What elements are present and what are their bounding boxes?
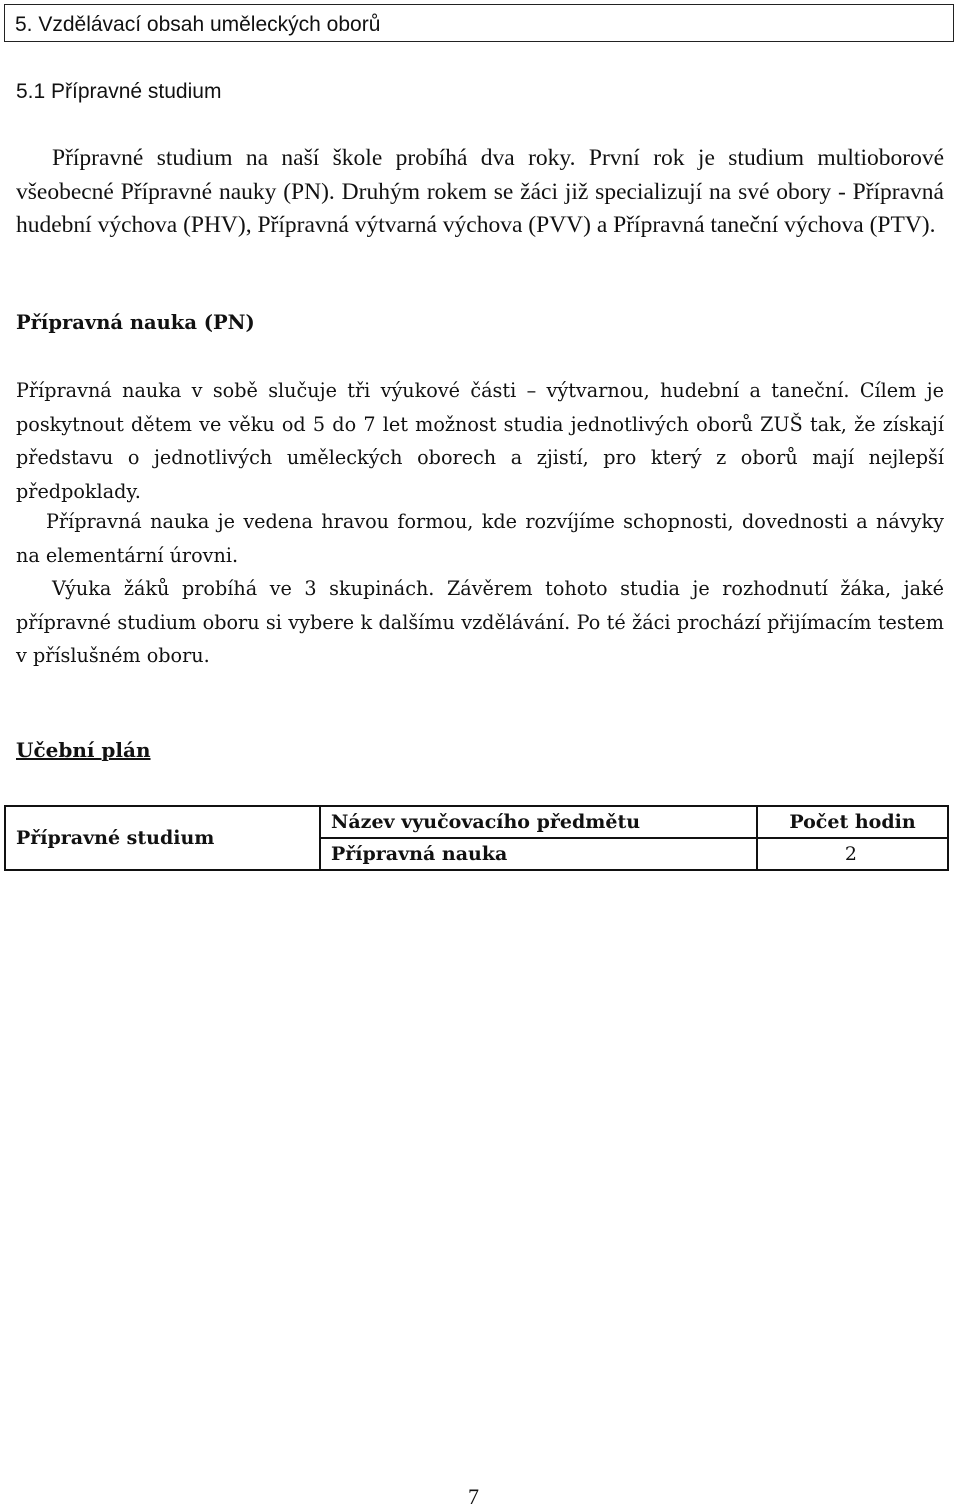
curriculum-heading: Učební plán	[16, 738, 151, 762]
intro-paragraph: Přípravné studium na naší škole probíhá dva roky. První rok je studium multioborové všeobecné Přípravné nauky (PN). Druhým rokem se žáci již specializují na své obory - Přípravná hudební výchova (PHV), Přípravná výtvarná výchova (PVV) a Přípravná taneční výchova (PTV).	[16, 145, 944, 238]
subject-header-cell: Název vyučovacího předmětu	[320, 806, 757, 838]
section-title: 5.1 Přípravné studium	[16, 80, 222, 103]
hours-header-cell: Počet hodin	[757, 806, 948, 838]
pn-paragraph-3: Výuka žáků probíhá ve 3 skupinách. Závěrem tohoto studia je rozhodnutí žáka, jaké přípravné studium oboru si vybere k dalšímu vzdělávání. Po té žáci prochází přijímacím testem v příslušném oboru.	[16, 577, 944, 667]
chapter-title: 5. Vzdělávací obsah uměleckých oborů	[15, 13, 381, 36]
table-header-row	[5, 806, 948, 838]
page-number: 7	[468, 1484, 479, 1509]
pn-paragraph-2: Přípravná nauka je vedena hravou formou, kde rozvíjíme schopnosti, dovednosti a návyky na elementární úrovni.	[16, 510, 944, 567]
study-type-cell: Přípravné studium	[5, 806, 320, 870]
chapter-header-box	[4, 4, 954, 42]
subject-cell: Přípravná nauka	[320, 838, 757, 870]
pn-heading: Přípravná nauka (PN)	[16, 311, 255, 334]
curriculum-table	[4, 805, 949, 871]
hours-cell: 2	[757, 838, 948, 870]
pn-paragraph-1: Přípravná nauka v sobě slučuje tři výukové části – výtvarnou, hudební a taneční. Cílem je poskytnout dětem ve věku od 5 do 7 let možnost studia jednotlivých oborů ZUŠ tak, že získají představu o jednotlivých uměleckých oborech a zjistí, pro který z oborů mají nejlepší předpoklady.	[16, 379, 944, 503]
